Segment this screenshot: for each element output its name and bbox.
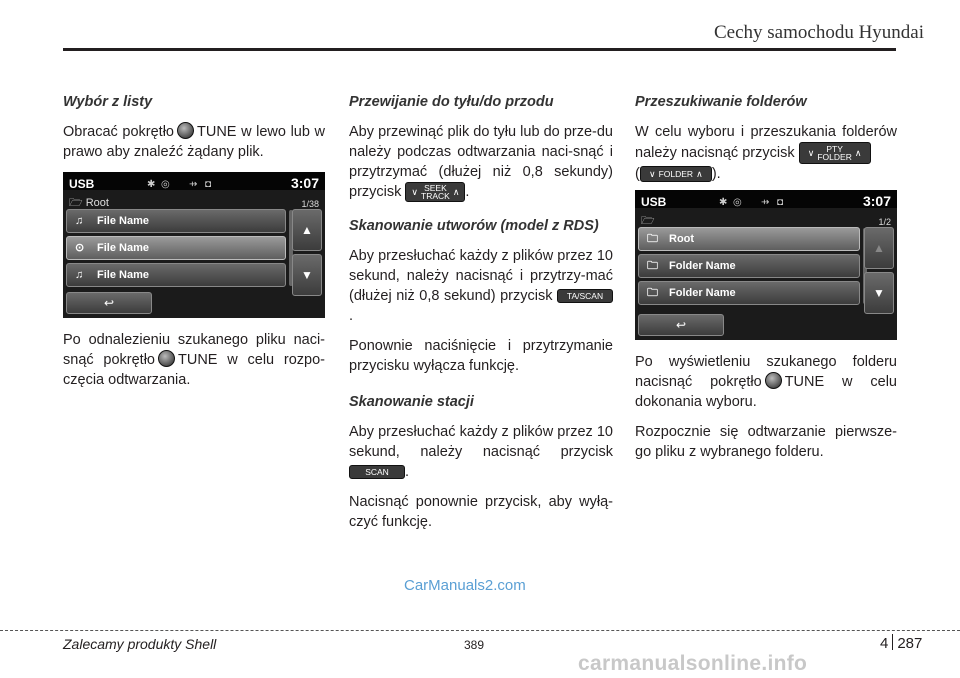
clock: 3:07 (862, 193, 891, 209)
paragraph: Po wyświetleniu szukanego folderu nacisnąć pokrętło TUNE w celu dokonania wyboru. (635, 354, 898, 410)
ipod-icon: ◘ (777, 197, 784, 208)
usb-icon: ⇸ (189, 179, 198, 190)
chevron-up-icon: ∧ (854, 147, 862, 158)
back-arrow-icon: ↩ (103, 296, 115, 310)
paragraph: Aby przesłuchać każdy z plików przez 10 sekund, należy nacisnąć i przytrzy-mać (dłużej niż 0,8 sekund) przycisk TA/SCAN. (349, 248, 613, 325)
pty-folder-button-icon: ∨ PTY FOLDER ∧ (799, 142, 871, 164)
usb-file-list-screen (63, 172, 325, 318)
chevron-down-icon: ∨ (807, 147, 815, 158)
header-title: Cechy samochodu Hyundai (713, 22, 924, 43)
current-folder: 🗁 Root (69, 197, 109, 209)
tune-knob-icon (177, 122, 194, 139)
footer-page-number-mid: 389 (464, 638, 485, 652)
scroll-down-button[interactable]: ▼ (864, 272, 894, 314)
paragraph: Obracać pokrętło TUNE w lewo lub w prawo aby znaleźć żądany plik. (63, 124, 325, 160)
footer-rule (0, 630, 960, 631)
folder-icon: 🗀 (647, 233, 658, 245)
disc-icon: ◎ (161, 179, 170, 190)
paragraph: Aby przewinąć plik do tyłu lub do prze-du należy podczas odtwarzania naci-snąć i przytrzymać (dłużej niż 0,8 sekundy) przycisk ∨ SEEK TRACK ∧ . (349, 124, 613, 202)
heading-select-from-list: Wybór z listy (63, 94, 153, 110)
music-note-icon: ♫ (75, 269, 84, 281)
folder-icon: 🗀 (647, 287, 658, 299)
seek-track-button-icon: ∨ SEEK TRACK ∧ (405, 182, 465, 202)
watermark-carmanuals2[interactable]: CarManuals2.com (404, 577, 526, 594)
column-2 (349, 92, 613, 542)
folder-row-selected[interactable]: 🗀 Root (638, 227, 860, 251)
screen-status-bar (63, 172, 325, 190)
heading-scan-stations: Skanowanie stacji (349, 394, 474, 411)
chevron-up-icon: ∧ (452, 186, 460, 197)
ta-scan-button-icon: TA/SCAN (557, 289, 613, 303)
paragraph: Nacisnąć ponownie przycisk, aby wyłą-czyć funkcję. (349, 494, 613, 531)
folder-icon: 🗀 (647, 260, 658, 272)
column-1 (63, 92, 325, 400)
back-button[interactable] (66, 292, 152, 314)
folder-row[interactable]: 🗀 Folder Name (638, 254, 860, 278)
bluetooth-icon: ✱ (147, 179, 156, 190)
paragraph: Po odnalezieniu szukanego pliku naci-snąć pokrętło TUNE w celu rozpo-częcia odtwarzania. (63, 332, 325, 388)
folder-row[interactable]: 🗀 Folder Name (638, 281, 860, 305)
scan-button-icon: SCAN (349, 465, 405, 479)
folder-button-icon: ∨ FOLDER ∧ (640, 166, 712, 182)
disc-icon: ◎ (733, 197, 742, 208)
back-button[interactable] (638, 314, 724, 336)
paragraph: Rozpocznie się odtwarzanie pierwsze-go pliku z wybranego folderu. (635, 424, 897, 460)
usb-icon: ⇸ (761, 197, 770, 208)
scroll-up-button[interactable]: ▲ (864, 227, 894, 269)
tune-knob-icon (158, 350, 175, 367)
file-row[interactable]: ♫ File Name (66, 263, 286, 287)
tune-knob-icon (765, 372, 782, 389)
scroll-up-button[interactable]: ▲ (292, 209, 322, 251)
footer-page-number: 4 287 (880, 635, 923, 652)
paragraph: Ponownie naciśnięcie i przytrzymanie przycisku wyłącza funkcję. (349, 338, 613, 375)
chevron-down-icon: ∨ (649, 168, 656, 179)
paragraph: Aby przesłuchać każdy z plików przez 10 sekund, należy nacisnąć przycisk SCAN . (349, 424, 613, 481)
back-arrow-icon: ↩ (675, 318, 687, 332)
scroll-down-button[interactable]: ▼ (292, 254, 322, 296)
heading-rewind-forward: Przewijanie do tyłu/do przodu (349, 94, 554, 110)
music-note-icon: ♫ (75, 215, 84, 227)
usb-folder-list-screen (635, 190, 897, 340)
chevron-up-icon: ∧ (696, 168, 703, 179)
paragraph: W celu wyboru i przeszukania folderów należy nacisnąć przycisk ∨ PTY FOLDER ∧ ( ∨ FOLDER ∧ ). (635, 124, 897, 182)
screen-status-bar (635, 190, 897, 208)
folder-icon: 🗁 (641, 215, 655, 227)
file-row[interactable]: ♫ File Name (66, 209, 286, 233)
watermark-carmanualsonline[interactable]: carmanualsonline.info (578, 652, 808, 675)
heading-browse-folders: Przeszukiwanie folderów (635, 94, 807, 110)
ipod-icon: ◘ (205, 179, 212, 190)
file-counter: 1/38 (301, 199, 319, 209)
bluetooth-icon: ✱ (719, 197, 728, 208)
footer-slogan: Zalecamy produkty Shell (63, 636, 217, 652)
column-3 (635, 92, 897, 472)
header-rule (63, 48, 896, 51)
heading-scan-tracks-rds: Skanowanie utworów (model z RDS) (349, 218, 599, 235)
folder-counter: 1/2 (878, 217, 891, 227)
chevron-down-icon: ∨ (411, 186, 418, 197)
source-label: USB (69, 177, 95, 191)
clock: 3:07 (290, 175, 319, 191)
file-row-selected[interactable]: ⊙ File Name (66, 236, 286, 260)
source-label: USB (641, 195, 667, 209)
play-circle-icon: ⊙ (75, 242, 85, 254)
